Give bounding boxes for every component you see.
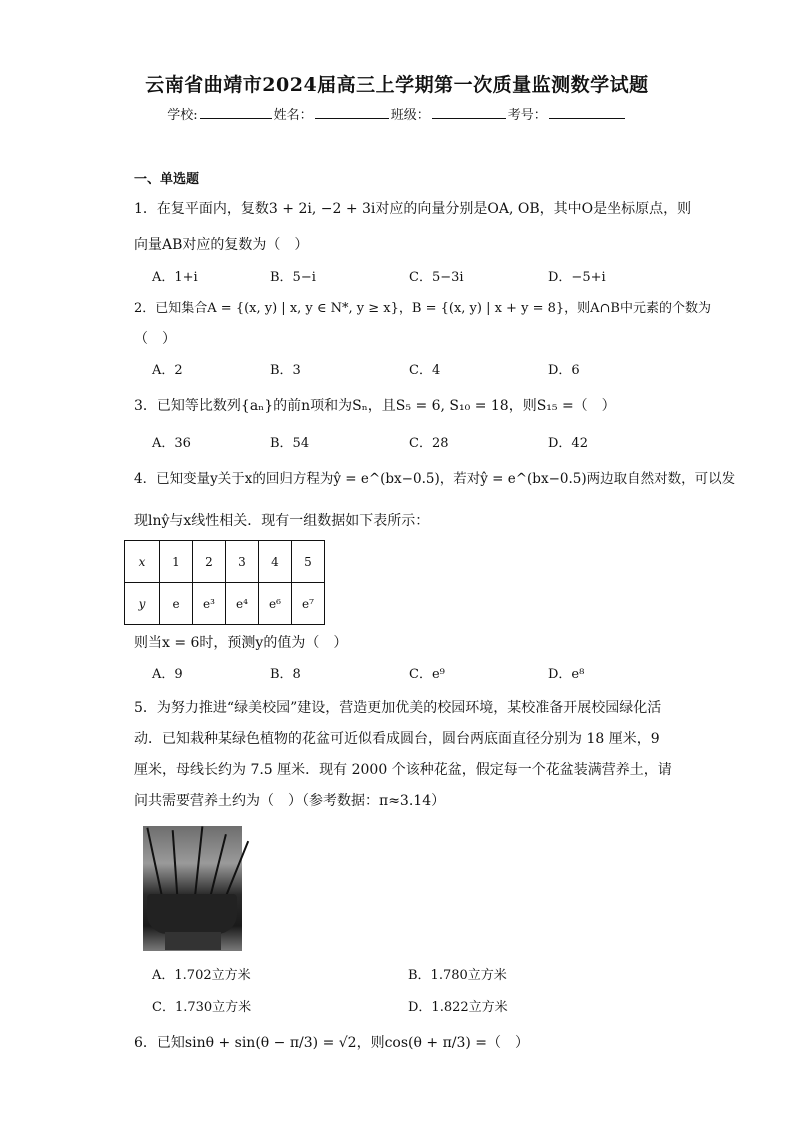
flowerpot-photo — [143, 826, 242, 951]
table-cell: x — [125, 541, 160, 583]
q5-line3: 厘米，母线长约为 7.5 厘米．现有 2000 个该种花盆，假定每一个花盆装满营养土，请 — [134, 762, 672, 778]
q5-line2: 动．已知栽种某绿色植物的花盆可近似看成圆台，圆台两底面直径分别为 18 厘米，9 — [134, 731, 660, 747]
q4-option-a[interactable]: A．9 — [152, 667, 183, 682]
q5-line1: 5．为努力推进“绿美校园”建设，营造更加优美的校园环境，某校准备开展校园绿化活 — [134, 700, 662, 716]
class-blank — [432, 106, 506, 119]
q5-option-d[interactable]: D．1.822立方米 — [408, 1000, 508, 1015]
q3-option-b[interactable]: B．54 — [270, 436, 310, 451]
q4-option-d[interactable]: D．e⁸ — [548, 667, 585, 682]
q4-line1: 4．已知变量y关于x的回归方程为ŷ = e^(bx−0.5)，若对ŷ = e^(bx−0.5)两边取自然对数，可以发 — [134, 471, 736, 487]
table-cell: 5 — [292, 541, 325, 583]
table-cell: y — [125, 583, 160, 625]
name-label: 姓名： — [273, 108, 313, 123]
section-heading: 一、单选题 — [134, 172, 200, 187]
q5-option-c[interactable]: C．1.730立方米 — [152, 1000, 252, 1015]
q1-line1: 1．在复平面内，复数3 + 2i, −2 + 3i对应的向量分别是OA, OB，其中O是坐标原点，则 — [134, 201, 692, 217]
q4-option-c[interactable]: C．e⁹ — [409, 667, 445, 682]
table-row-x — [125, 541, 325, 583]
q4-option-b[interactable]: B．8 — [270, 667, 301, 682]
table-cell: 2 — [193, 541, 226, 583]
table-cell: 3 — [226, 541, 259, 583]
q4-line3: 则当x = 6时，预测y的值为（ ） — [134, 635, 348, 651]
q3-option-c[interactable]: C．28 — [409, 436, 449, 451]
school-blank — [200, 106, 272, 119]
table-cell: e — [160, 583, 193, 625]
page-title: 云南省曲靖市2024届高三上学期第一次质量监测数学试题 — [145, 74, 649, 96]
q2-line1: 2．已知集合A = {(x, y) | x, y ∈ N*, y ≥ x}，B = {(x, y) | x + y = 8}，则A∩B中元素的个数为 — [134, 301, 711, 316]
class-label: 班级： — [390, 108, 430, 123]
q1-option-d[interactable]: D．−5+i — [548, 270, 606, 285]
q6-line1: 6．已知sinθ + sin(θ − π/3) = √2，则cos(θ + π/3) =（ ） — [134, 1035, 530, 1051]
q3-option-d[interactable]: D．42 — [548, 436, 588, 451]
table-row-y — [125, 583, 325, 625]
q1-option-b[interactable]: B．5−i — [270, 270, 316, 285]
q4-line2: 现lnŷ与x线性相关．现有一组数据如下表所示： — [134, 513, 430, 529]
table-cell: 1 — [160, 541, 193, 583]
table-cell: e⁴ — [226, 583, 259, 625]
number-label: 考号： — [507, 108, 547, 123]
table-cell: e⁷ — [292, 583, 325, 625]
q2-option-a[interactable]: A．2 — [152, 363, 183, 378]
q3-line1: 3．已知等比数列{aₙ}的前n项和为Sₙ，且S₅ = 6, S₁₀ = 18，则S₁₅ =（ ） — [134, 398, 616, 414]
table-cell: e³ — [193, 583, 226, 625]
q1-line2: 向量AB对应的复数为（ ） — [134, 237, 309, 253]
q1-option-a[interactable]: A．1+i — [152, 270, 198, 285]
q3-option-a[interactable]: A．36 — [152, 436, 191, 451]
q5-line4: 问共需要营养土约为（ ）（参考数据：π≈3.14） — [134, 793, 446, 809]
table-cell: 4 — [259, 541, 292, 583]
student-info — [0, 104, 794, 123]
q2-option-c[interactable]: C．4 — [409, 363, 441, 378]
q5-option-b[interactable]: B．1.780立方米 — [408, 968, 507, 983]
data-table — [124, 540, 325, 625]
q2-option-b[interactable]: B．3 — [270, 363, 301, 378]
table-cell: e⁶ — [259, 583, 292, 625]
q5-option-a[interactable]: A．1.702立方米 — [152, 968, 251, 983]
name-blank — [315, 106, 389, 119]
number-blank — [549, 106, 625, 119]
q2-option-d[interactable]: D．6 — [548, 363, 580, 378]
q2-line2: （ ） — [134, 331, 176, 347]
q1-option-c[interactable]: C．5−3i — [409, 270, 464, 285]
school-label: 学校: — [167, 108, 198, 123]
